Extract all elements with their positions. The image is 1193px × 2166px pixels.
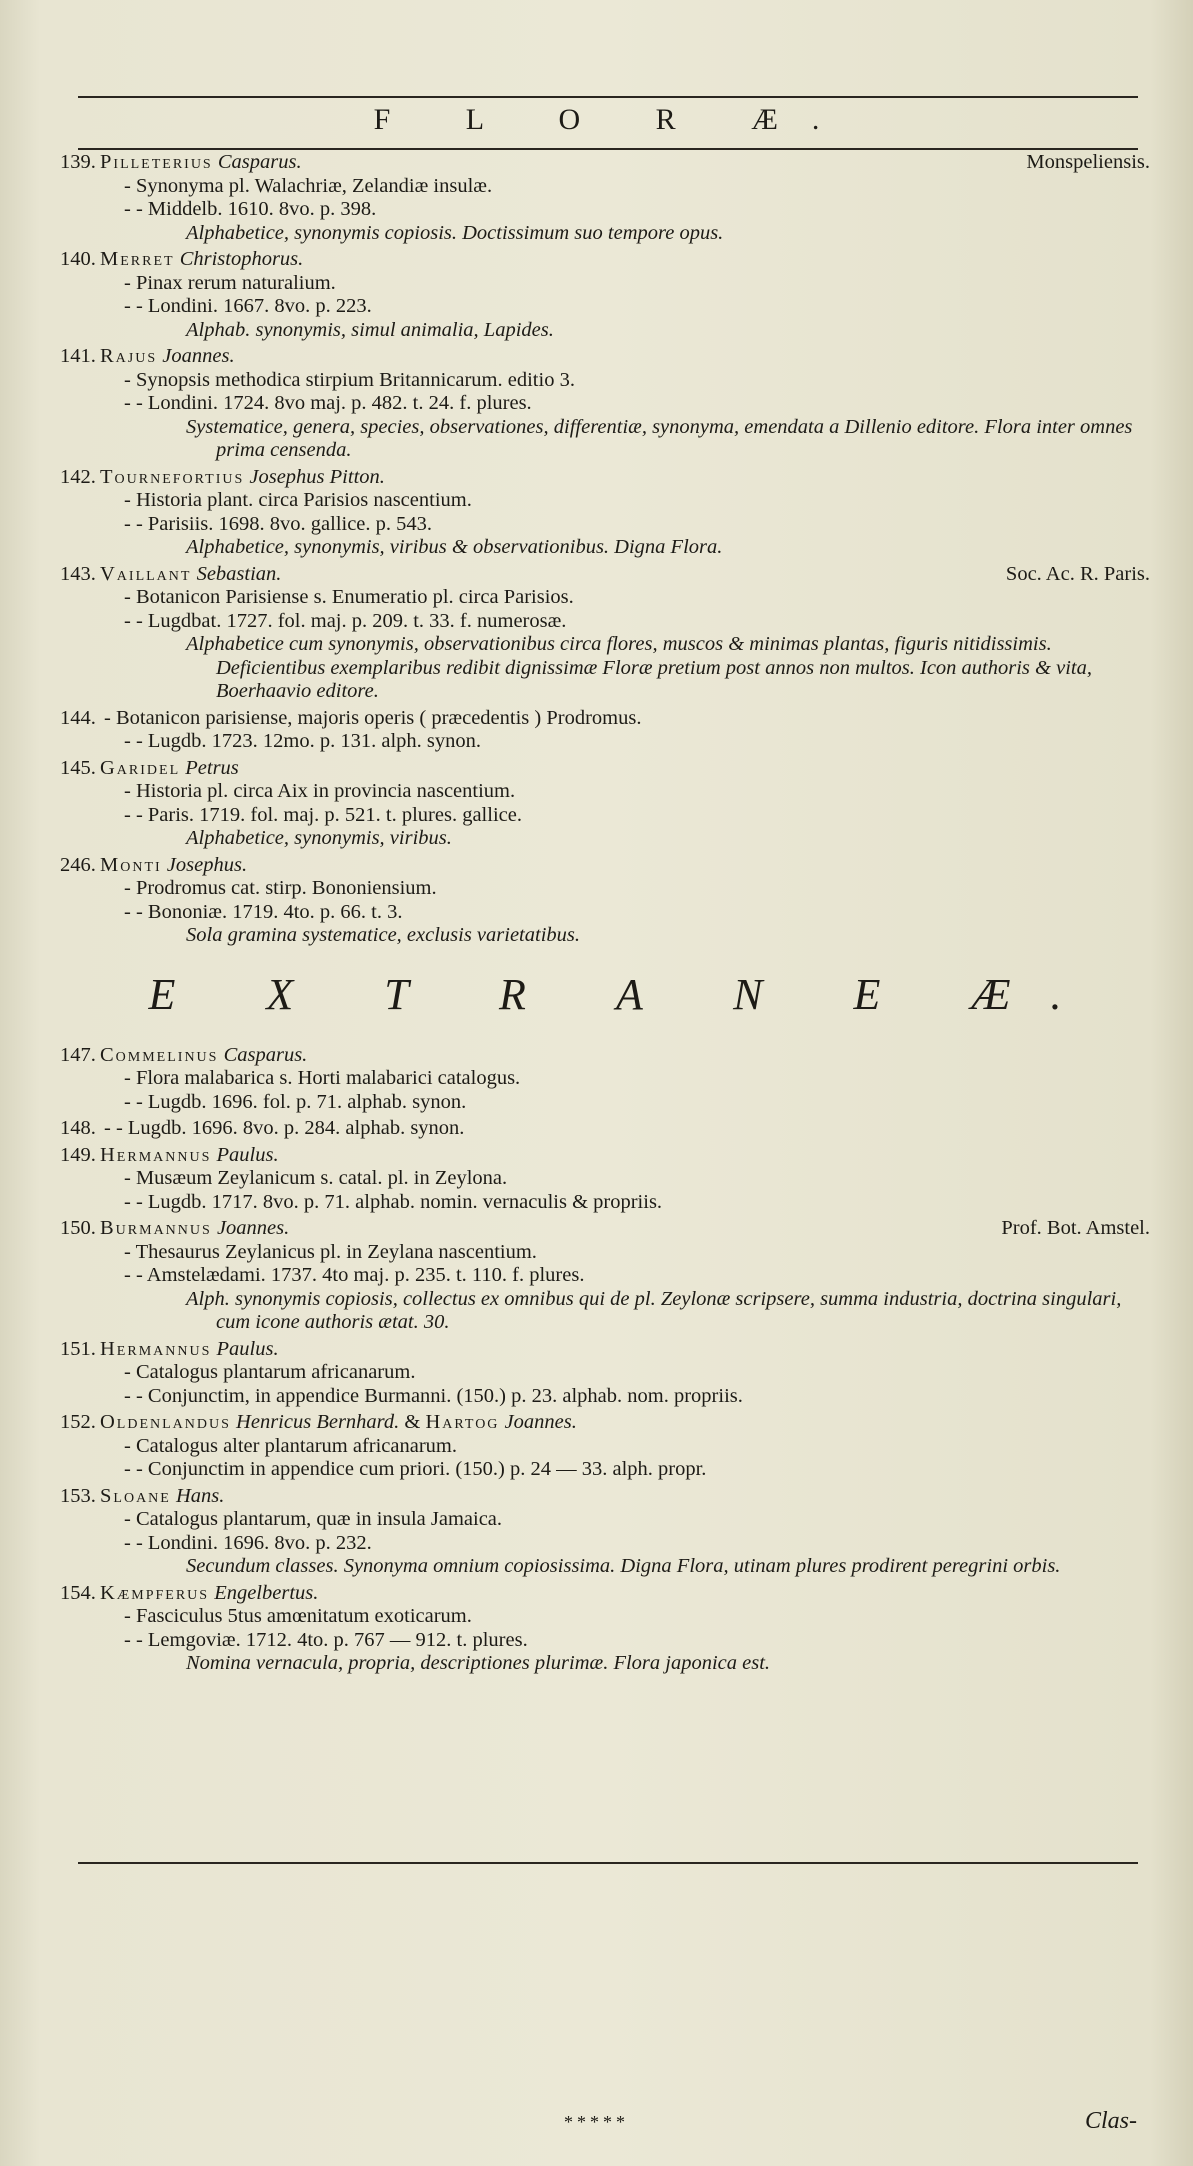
- author-name: Kæmpferus: [100, 1581, 210, 1604]
- author-name: Rajus: [100, 345, 158, 367]
- entry-number: 141.: [60, 345, 96, 367]
- catalogue-entry: [60, 707, 1150, 754]
- author-name: Hermannus: [100, 1337, 212, 1360]
- entry-detail-line: - - Londini. 1724. 8vo maj. p. 482. t. 24. f. plures.: [124, 392, 532, 414]
- author-name: Garidel: [100, 756, 181, 779]
- header-rule-top: [78, 96, 1138, 98]
- bottom-rule: [78, 1862, 1138, 1864]
- entry-heading: [60, 248, 1150, 272]
- catalogue-entry: [60, 466, 1150, 560]
- entry-detail-line: - Synopsis methodica stirpium Britannicarum. editio 3.: [124, 368, 575, 391]
- entry-detail-line: - Musæum Zeylanicum s. catal. pl. in Zeylona.: [124, 1167, 508, 1189]
- entry-heading: [60, 1582, 1150, 1606]
- entry-detail-line: - Synonyma pl. Walachriæ, Zelandiæ insulæ.: [124, 174, 493, 197]
- entry-number: 152.: [60, 1411, 96, 1433]
- entry-detail-line: - - Middelb. 1610. 8vo. p. 398.: [124, 198, 377, 220]
- entry-number: 143.: [60, 562, 96, 585]
- entry-detail-line: - - Lemgoviæ. 1712. 4to. p. 767 — 912. t. plures.: [124, 1628, 528, 1651]
- entry-commentary: Secundum classes. Synonyma omnium copiosissima. Digna Flora, utinam plures prodirent peregrini orbis.: [186, 1555, 1061, 1577]
- author-name: Monti: [100, 853, 162, 876]
- entry-detail-line: - Historia pl. circa Aix in provincia nascentium.: [124, 780, 516, 802]
- entry-commentary: Alph. synonymis copiosis, collectus ex omnibus qui de pl. Zeylonæ scripsere, summa industria, doctrina singulari, cum icone authoris ætat. 30.: [186, 1287, 1122, 1333]
- catalogue-entry: [60, 151, 1150, 245]
- author-location: Prof. Bot. Amstel.: [1001, 1217, 1150, 1239]
- catalogue-entry: [60, 1338, 1150, 1409]
- catalogue-body: [60, 148, 1150, 1676]
- catalogue-entry: [60, 854, 1150, 948]
- author-name: Pilleterius: [100, 151, 213, 173]
- entry-detail-line: - - Lugdbat. 1727. fol. maj. p. 209. t. 33. f. numerosæ.: [124, 609, 567, 632]
- entries-top: [60, 151, 1150, 948]
- author-given-name: Josephus Pitton.: [249, 465, 385, 488]
- entry-detail-line: - Flora malabarica s. Horti malabarici catalogus.: [124, 1067, 521, 1089]
- entry-heading: [60, 757, 1150, 781]
- entry-detail-line: - - Amstelædami. 1737. 4to maj. p. 235. t. 110. f. plures.: [124, 1264, 585, 1286]
- entry-detail-line: - - Conjunctim in appendice cum priori. (150.) p. 24 — 33. alph. propr.: [124, 1458, 707, 1480]
- entry-heading: [60, 1044, 1150, 1068]
- entry-detail-line: - - Lugdb. 1723. 12mo. p. 131. alph. synon.: [124, 730, 482, 752]
- author-given-name: Christophorus.: [179, 248, 304, 270]
- entry-detail-line: - - Bononiæ. 1719. 4to. p. 66. t. 3.: [124, 900, 403, 923]
- entry-number: 142.: [60, 465, 96, 488]
- entry-number: 149.: [60, 1143, 96, 1166]
- author-given-name: Joannes.: [162, 345, 235, 367]
- entry-heading: [60, 1117, 1150, 1141]
- entry-number: 148.: [60, 1117, 96, 1139]
- entry-heading: [60, 1217, 1150, 1241]
- entry-number: 246.: [60, 853, 96, 876]
- author-name: Merret: [100, 248, 175, 270]
- author-given-name: Paulus.: [216, 1143, 279, 1166]
- catalogue-entry: [60, 1217, 1150, 1335]
- entry-title-line: - Botanicon parisiense, majoris operis ( præcedentis ) Prodromus.: [104, 706, 642, 729]
- entry-detail-line: - Historia plant. circa Parisios nascentium.: [124, 489, 472, 511]
- author-given-name: Hans.: [175, 1484, 225, 1507]
- catalogue-entry: [60, 757, 1150, 851]
- entry-commentary: Alphabetice, synonymis, viribus & observationibus. Digna Flora.: [186, 536, 723, 558]
- entry-detail-line: - Pinax rerum naturalium.: [124, 271, 336, 294]
- catchword: Clas-: [1085, 2108, 1138, 2134]
- entry-commentary: Alphabetice, synonymis, viribus.: [186, 827, 452, 849]
- entry-detail-line: - - Parisiis. 1698. 8vo. gallice. p. 543.: [124, 512, 433, 535]
- entry-detail-line: - - Lugdb. 1696. fol. p. 71. alphab. synon.: [124, 1090, 467, 1113]
- catalogue-entry: [60, 1117, 1150, 1141]
- author-name: Hermannus: [100, 1143, 212, 1166]
- entry-heading: [60, 1338, 1150, 1362]
- entry-detail-line: - Fasciculus 5tus amœnitatum exoticarum.: [124, 1605, 472, 1627]
- author-name: Vaillant: [100, 562, 192, 585]
- entries-bottom: [60, 1044, 1150, 1676]
- running-header: F L O R Æ.: [373, 103, 854, 136]
- entry-commentary: Sola gramina systematice, exclusis varietatibus.: [186, 924, 580, 946]
- entry-number: 147.: [60, 1043, 96, 1066]
- entry-detail-line: - Thesaurus Zeylanicus pl. in Zeylana nascentium.: [124, 1240, 537, 1263]
- catalogue-entry: [60, 1485, 1150, 1579]
- author-location: Soc. Ac. R. Paris.: [1005, 562, 1150, 585]
- author-given-name: Engelbertus.: [214, 1581, 319, 1604]
- catalogue-entry: [60, 1582, 1150, 1676]
- author-name: Burmannus: [100, 1217, 212, 1239]
- catalogue-entry: [60, 1411, 1150, 1482]
- entry-number: 145.: [60, 756, 96, 779]
- entry-detail-line: - - Conjunctim, in appendice Burmanni. (150.) p. 23. alphab. nom. propriis.: [124, 1384, 743, 1407]
- entry-detail-line: - - Paris. 1719. fol. maj. p. 521. t. plures. gallice.: [124, 803, 522, 826]
- entry-detail-line: - Botanicon Parisiense s. Enumeratio pl. circa Parisios.: [124, 586, 574, 608]
- author-name: Oldenlandus: [100, 1411, 231, 1433]
- entry-heading: [60, 854, 1150, 878]
- entry-detail-line: - Prodromus cat. stirp. Bononiensium.: [124, 877, 437, 899]
- catalogue-entry: [60, 345, 1150, 463]
- catalogue-entry: [60, 1044, 1150, 1115]
- entry-number: 144.: [60, 706, 96, 729]
- entry-commentary: Alphabetice cum synonymis, observationibus circa flores, muscos & minimas plantas, figuris nitidissimis. Deficientibus exemplaribus redibit dignissimæ Floræ pretium post annos non multos. Icon authoris & vita, Boerhaavio editore.: [186, 633, 1092, 702]
- catalogue-entry: [60, 248, 1150, 342]
- entry-detail-line: - Catalogus plantarum, quæ in insula Jamaica.: [124, 1508, 503, 1530]
- author-given-name: Sebastian.: [196, 562, 282, 585]
- author-location: Monspeliensis.: [1026, 151, 1150, 173]
- entry-number: 153.: [60, 1484, 96, 1507]
- entry-heading: [60, 563, 1150, 587]
- entry-number: 151.: [60, 1337, 96, 1360]
- entry-commentary: Alphabetice, synonymis copiosis. Doctissimum suo tempore opus.: [186, 221, 724, 244]
- catalogue-entry: [60, 1144, 1150, 1215]
- author-given-name: Casparus.: [217, 151, 302, 173]
- author-given-name: Joannes.: [216, 1217, 290, 1239]
- entry-number: 140.: [60, 248, 96, 270]
- entry-number: 150.: [60, 1217, 96, 1239]
- entry-number: 154.: [60, 1581, 96, 1604]
- author-name: Sloane: [100, 1484, 171, 1507]
- section-title: E X T R A N E Æ.: [148, 969, 1102, 1019]
- entry-heading: [60, 1485, 1150, 1509]
- author-given-name: Josephus.: [166, 853, 248, 876]
- author-given-name: Henricus Bernhard.: [236, 1411, 400, 1433]
- footer-ornament: *****: [564, 2112, 629, 2132]
- entry-detail-line: - - Londini. 1667. 8vo. p. 223.: [124, 295, 372, 317]
- author-given-name: Joannes.: [504, 1411, 577, 1433]
- entry-heading: [60, 1144, 1150, 1168]
- author-name: Tournefortius: [100, 465, 245, 488]
- entry-detail-line: - Catalogus plantarum africanarum.: [124, 1361, 416, 1383]
- entry-commentary: Alphab. synonymis, simul animalia, Lapides.: [186, 318, 554, 341]
- entry-number: 139.: [60, 151, 96, 173]
- entry-heading: [60, 345, 1150, 369]
- entry-detail-line: - Catalogus alter plantarum africanarum.: [124, 1434, 457, 1457]
- author-name: Commelinus: [100, 1043, 219, 1066]
- author-given-name: Casparus.: [223, 1043, 308, 1066]
- author-name: Hartog: [425, 1411, 500, 1433]
- entry-commentary: Nomina vernacula, propria, descriptiones plurimæ. Flora japonica est.: [186, 1652, 771, 1674]
- entry-heading: [60, 707, 1150, 731]
- entry-heading: 152. Oldenlandus Henricus Bernhard. & Hartog Joannes.: [60, 1411, 577, 1433]
- author-given-name: Petrus: [185, 756, 239, 779]
- catalogue-entry: [60, 563, 1150, 704]
- author-given-name: Paulus.: [216, 1337, 279, 1360]
- entry-detail-line: - - Londini. 1696. 8vo. p. 232.: [124, 1531, 372, 1554]
- entry-heading: [60, 466, 1150, 490]
- entry-heading: [60, 151, 1150, 175]
- entry-detail-line: - - Lugdb. 1717. 8vo. p. 71. alphab. nomin. vernaculis & propriis.: [124, 1190, 663, 1213]
- entry-commentary: Systematice, genera, species, observationes, differentiæ, synonyma, emendata a Dillenio editore. Flora inter omnes prima censenda.: [186, 415, 1133, 461]
- entry-title-line: - - Lugdb. 1696. 8vo. p. 284. alphab. synon.: [104, 1117, 465, 1139]
